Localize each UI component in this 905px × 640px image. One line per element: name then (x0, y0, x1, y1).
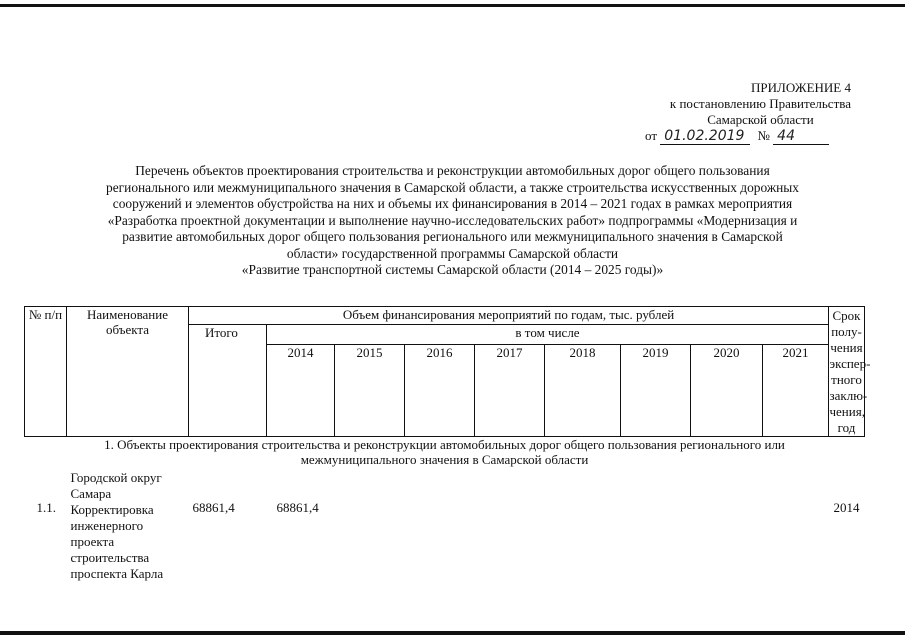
row-name: Городской округ Самара Корректировка инженерного проекта строительства проспекта Карла (70, 470, 164, 581)
heading-line: развитие автомобильных дорог общего пользования регионального или межмуниципального значения в Самарской (122, 229, 783, 244)
bottom-border (0, 631, 905, 635)
year-header-2017: 2017 (475, 345, 545, 437)
handwritten-date: 01.02.2019 (664, 128, 745, 144)
section-title: 1. Объекты проектирования строительства и реконструкции автомобильных дорог общего пользования регионального или межмуниципального значения в Самарской области (104, 437, 785, 467)
table-row (25, 467, 865, 582)
col-including-header: в том числе (267, 325, 829, 345)
year-header-2019: 2019 (621, 345, 691, 437)
year-header-2014: 2014 (267, 345, 335, 437)
top-border (0, 4, 905, 7)
year-header-2020: 2020 (691, 345, 763, 437)
row-2014: 68861,4 (276, 500, 319, 515)
document-heading (40, 163, 865, 279)
year-header-2015: 2015 (335, 345, 405, 437)
appendix-line-2: Самарской области (707, 112, 814, 127)
appendix-line-1: к постановлению Правительства (669, 96, 851, 111)
row-index: 1.1. (36, 500, 56, 515)
heading-line: Перечень объектов проектирования строительства и реконструкции автомобильных дорог общего пользования (135, 163, 770, 178)
row-term: 2014 (833, 500, 860, 515)
appendix-block (670, 80, 851, 128)
appendix-title: ПРИЛОЖЕНИЕ 4 (751, 80, 851, 95)
year-header-2016: 2016 (405, 345, 475, 437)
financing-table (24, 306, 871, 582)
heading-line: области» государственной программы Самарской области (286, 245, 619, 261)
col-volume-header: Объем финансирования мероприятий по годам, тыс. рублей (189, 307, 829, 325)
col-total-header: Итого (189, 325, 267, 437)
heading-line: сооружений и элементов обустройства на них и объемы их финансирования в 2014 – 2021 годах в рамках мероприятия (112, 196, 793, 211)
from-label: от (645, 128, 658, 143)
handwritten-number: 44 (777, 128, 795, 144)
row-total: 68861,4 (192, 500, 235, 515)
year-header-2021: 2021 (763, 345, 829, 437)
heading-line: «Разработка проектной документации и выполнение научно-исследовательских работ» подпрограммы «Модернизация и (107, 212, 798, 228)
number-label: № (757, 128, 770, 143)
heading-line: регионального или межмуниципального значения в Самарской области, а также строительства искусственных дорожных (106, 179, 799, 195)
heading-line: «Развитие транспортной системы Самарской области (2014 – 2025 годы)» (241, 262, 664, 277)
appendix-date-line (645, 128, 829, 145)
col-term-header: Срок полу-чения экспер-тного заклю-чения, год (829, 308, 871, 435)
col-name-header: Наименование объекта (67, 307, 189, 437)
year-header-2018: 2018 (545, 345, 621, 437)
col-number-header: № п/п (25, 307, 67, 437)
